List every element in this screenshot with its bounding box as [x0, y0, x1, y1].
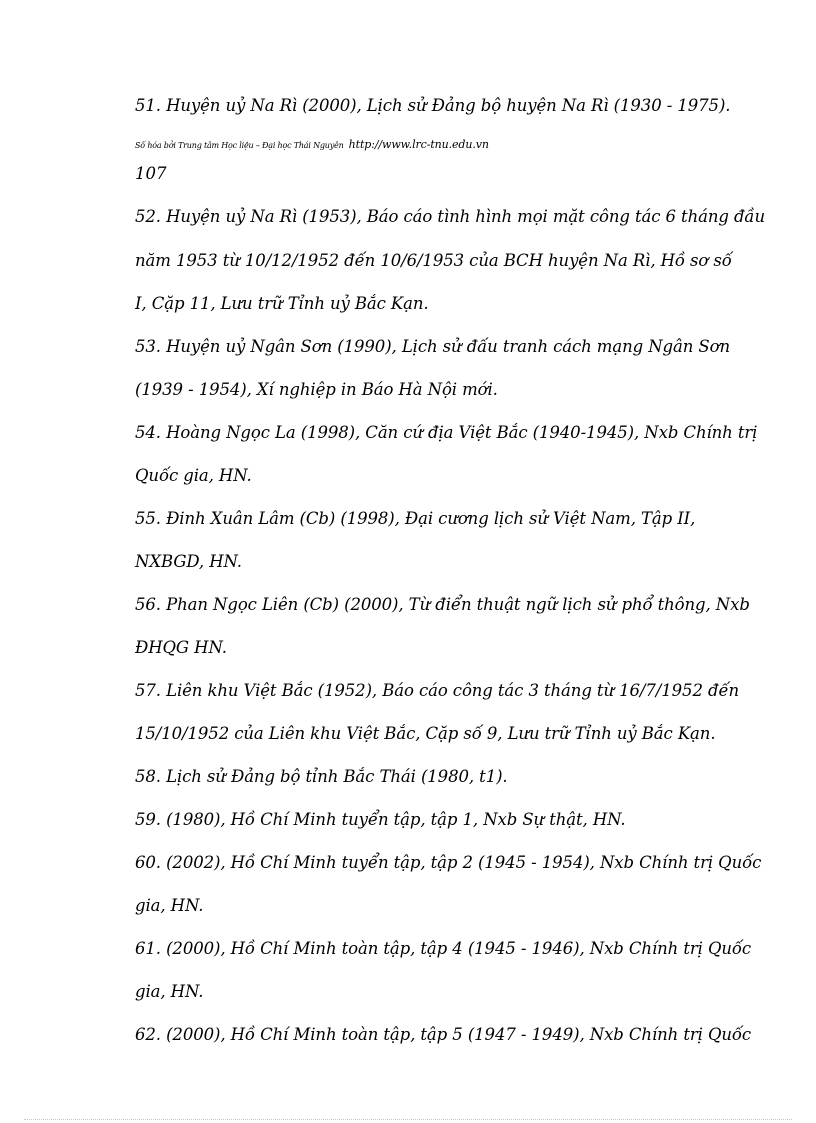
reference-line: 60. (2002), Hồ Chí Minh tuyển tập, tập 2 (1945 - 1954), Nxb Chính trị Quốc: [135, 853, 762, 872]
reference-line: 55. Đinh Xuân Lâm (Cb) (1998), Đại cương lịch sử Việt Nam, Tập II,: [135, 509, 696, 528]
reference-line: Quốc gia, HN.: [135, 466, 252, 485]
reference-line: 56. Phan Ngọc Liên (Cb) (2000), Từ điển thuật ngữ lịch sử phổ thông, Nxb: [135, 595, 750, 614]
digitization-note: [135, 136, 489, 153]
digitization-label: Số hóa bởi Trung tâm Học liệu – Đại học Thái Nguyên: [135, 141, 344, 150]
page-number: 107: [135, 164, 167, 183]
reference-line: 59. (1980), Hồ Chí Minh tuyển tập, tập 1, Nxb Sự thật, HN.: [135, 810, 626, 829]
reference-entry-51: 51. Huyện uỷ Na Rì (2000), Lịch sử Đảng bộ huyện Na Rì (1930 - 1975).: [135, 96, 731, 115]
reference-line: (1939 - 1954), Xí nghiệp in Báo Hà Nội mới.: [135, 380, 498, 399]
reference-line: gia, HN.: [135, 896, 204, 915]
reference-line: ĐHQG HN.: [135, 638, 227, 657]
reference-line: NXBGD, HN.: [135, 552, 242, 571]
reference-line: 62. (2000), Hồ Chí Minh toàn tập, tập 5 (1947 - 1949), Nxb Chính trị Quốc: [135, 1025, 752, 1044]
reference-line: 53. Huyện uỷ Ngân Sơn (1990), Lịch sử đấu tranh cách mạng Ngân Sơn: [135, 337, 730, 356]
reference-line: năm 1953 từ 10/12/1952 đến 10/6/1953 của BCH huyện Na Rì, Hồ sơ số: [135, 251, 732, 270]
reference-line: 58. Lịch sử Đảng bộ tỉnh Bắc Thái (1980, t1).: [135, 767, 508, 786]
reference-line: 15/10/1952 của Liên khu Việt Bắc, Cặp số 9, Lưu trữ Tỉnh uỷ Bắc Kạn.: [135, 724, 716, 743]
reference-line: gia, HN.: [135, 982, 204, 1001]
page-bottom-border: [24, 1119, 792, 1120]
reference-line: I, Cặp 11, Lưu trữ Tỉnh uỷ Bắc Kạn.: [135, 294, 429, 313]
reference-line: 61. (2000), Hồ Chí Minh toàn tập, tập 4 (1945 - 1946), Nxb Chính trị Quốc: [135, 939, 752, 958]
reference-line: 52. Huyện uỷ Na Rì (1953), Báo cáo tình hình mọi mặt công tác 6 tháng đầu: [135, 207, 765, 226]
reference-line: 54. Hoàng Ngọc La (1998), Căn cứ địa Việt Bắc (1940-1945), Nxb Chính trị: [135, 423, 758, 442]
digitization-url[interactable]: http://www.lrc-tnu.edu.vn: [348, 138, 489, 151]
reference-line: 57. Liên khu Việt Bắc (1952), Báo cáo công tác 3 tháng từ 16/7/1952 đến: [135, 681, 740, 700]
